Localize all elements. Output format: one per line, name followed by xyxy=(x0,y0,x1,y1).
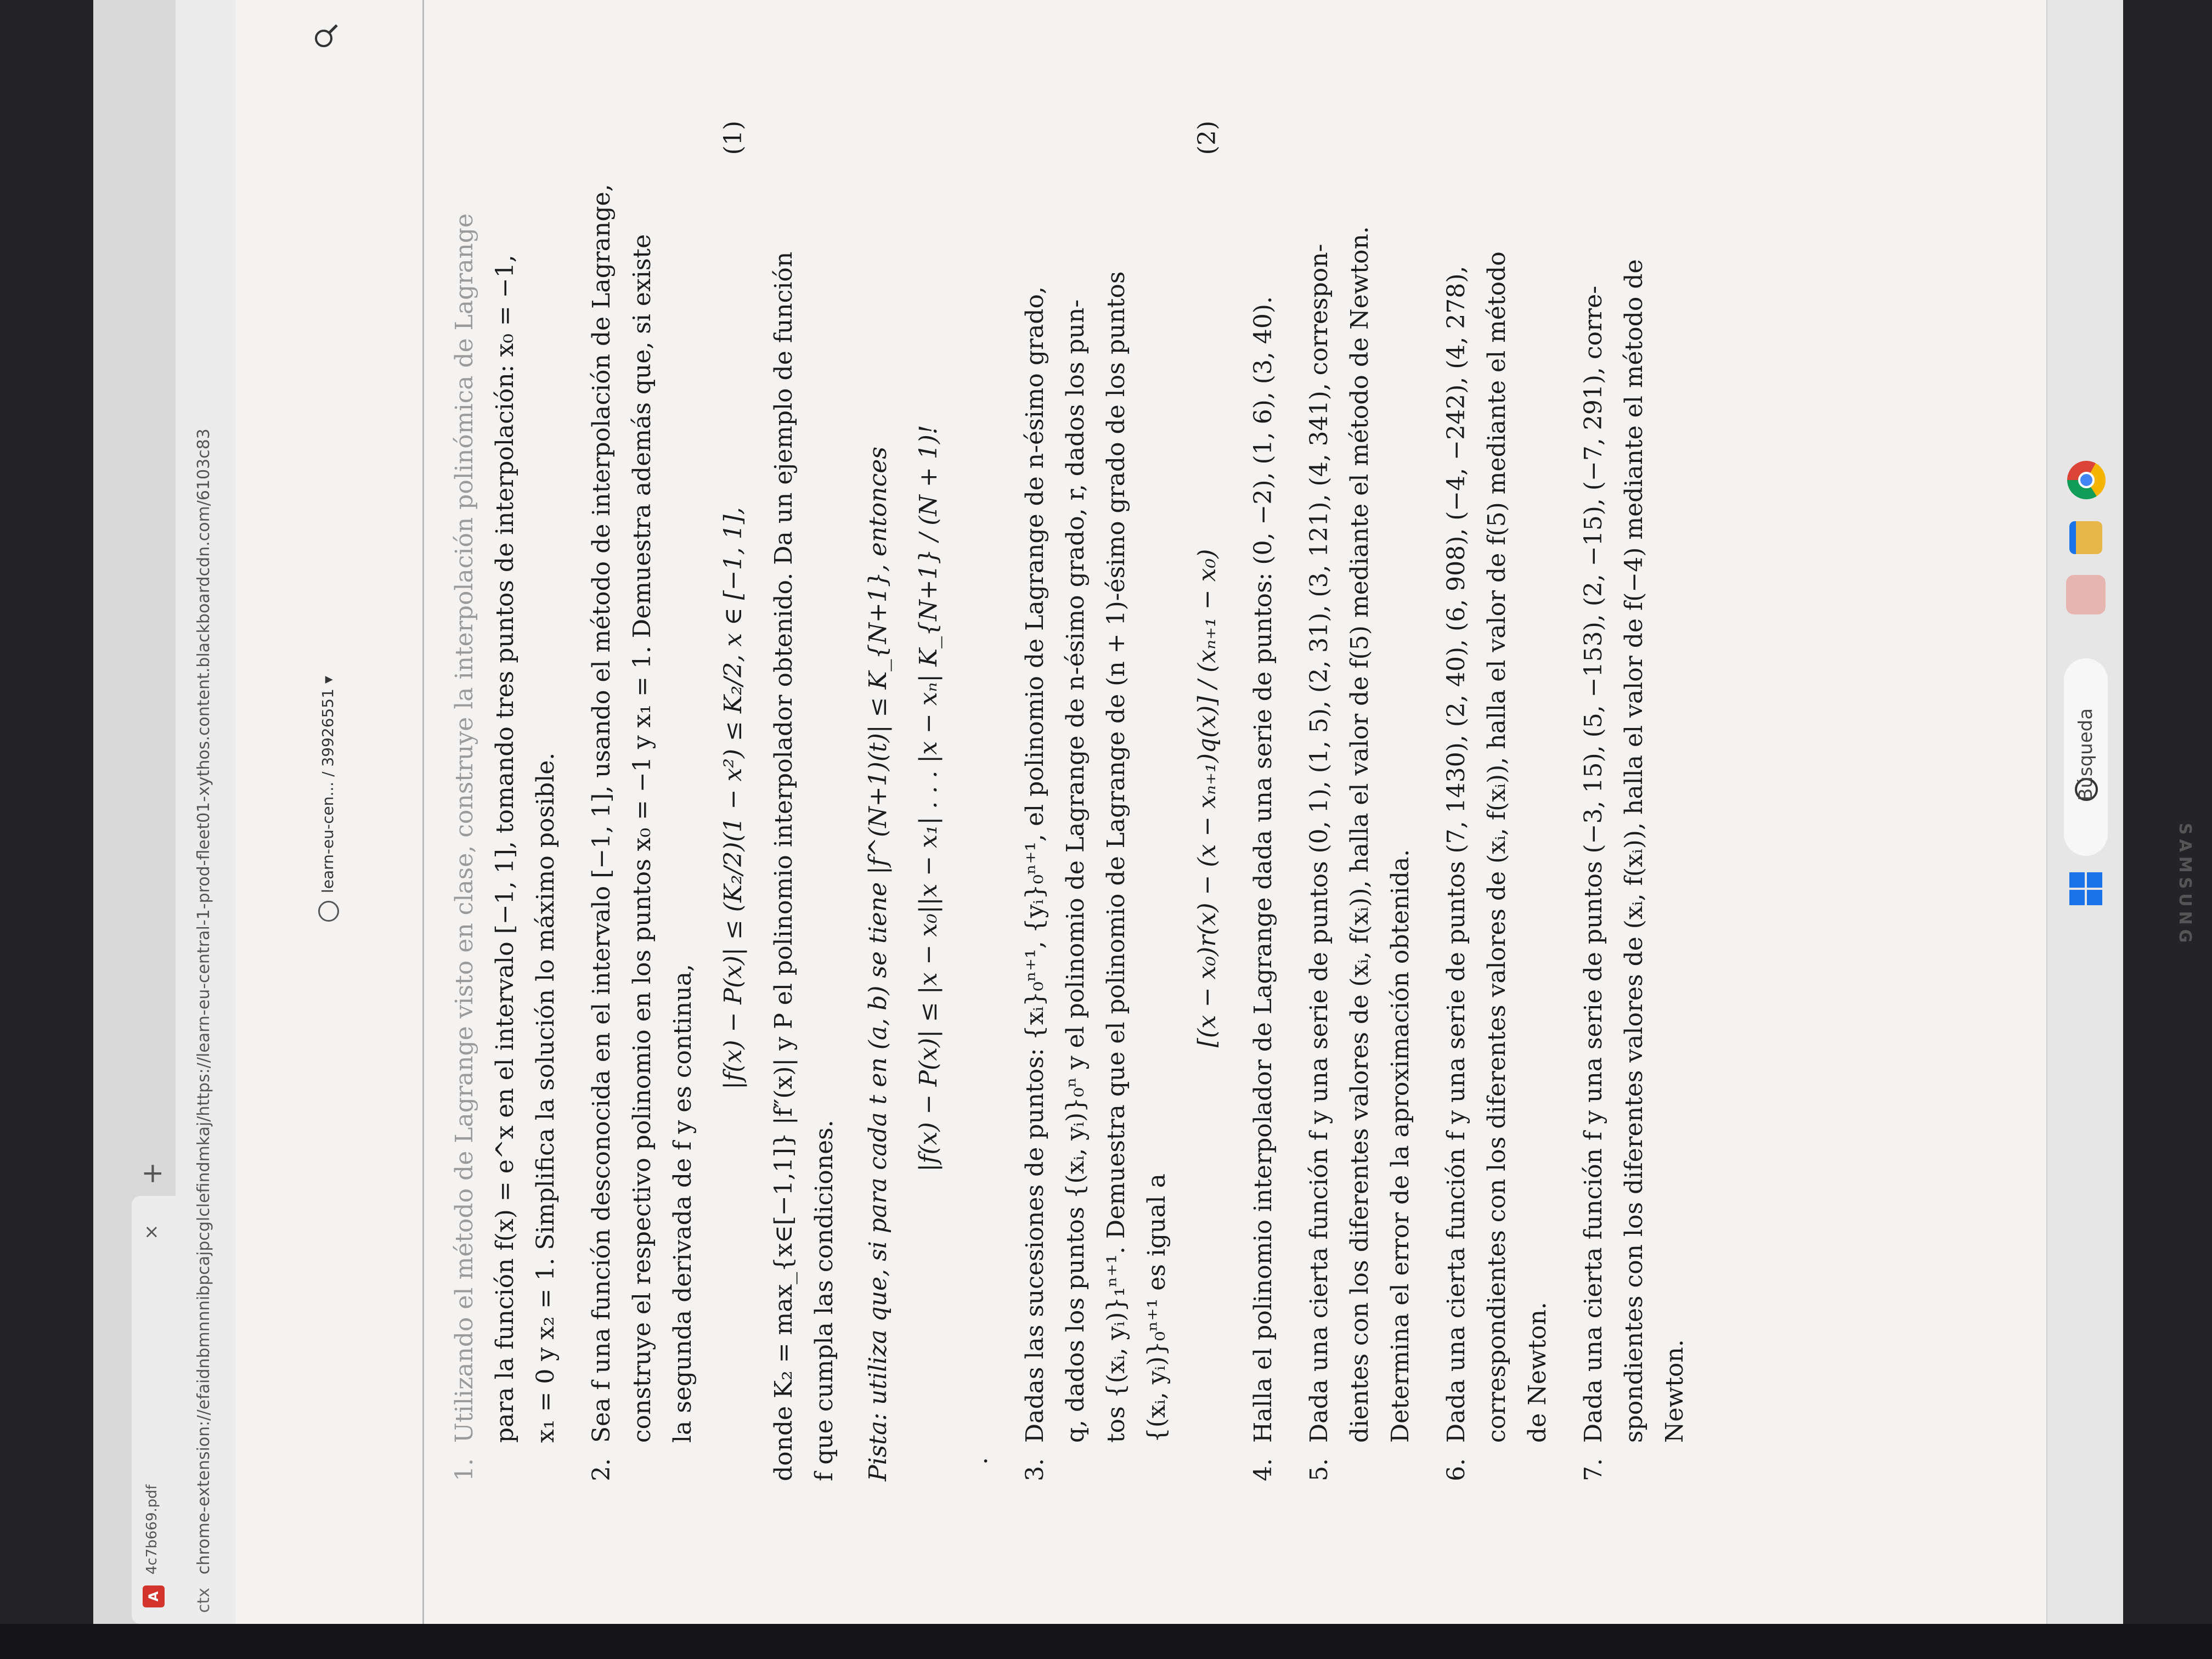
pdf-icon: A xyxy=(143,1585,165,1607)
problem-line: spondientes con los diferentes valores de (xᵢ, f(xᵢ)), halla el valor de f(−4) mediante el método de xyxy=(1620,259,1648,1443)
tab-title: 4c7b669.pdf xyxy=(144,1485,160,1575)
tab-bar xyxy=(93,0,176,1624)
problem-5 xyxy=(1299,154,1421,1481)
problem-3 xyxy=(1015,121,1228,1481)
tab-pdf[interactable] xyxy=(132,1196,176,1624)
taskbar xyxy=(2046,0,2123,1624)
problem-line: para la función f(x) = e^x en el intervalo [−1, 1], tomando tres puntos de interpolación: x₀ = −1, xyxy=(491,255,519,1443)
equation-2 xyxy=(1187,121,1228,1443)
bezel-bottom xyxy=(0,1624,2212,1659)
hint-equation xyxy=(909,154,949,1443)
problem-number: 3. xyxy=(1021,1458,1049,1481)
problem-line: tos {(xᵢ, yᵢ)}₁ⁿ⁺¹. Demuestra que el polinomio de Lagrange de (n + 1)-ésimo grado de los puntos xyxy=(1102,271,1130,1443)
problem-number: 2. xyxy=(588,1458,616,1481)
file-explorer-icon[interactable] xyxy=(2069,521,2102,554)
equation-text: |f(x) − P(x)| ≤ |x − x₀||x − x₁| . . . |x − xₙ| K_{N+1} / (N + 1)! xyxy=(915,425,943,1172)
equation-tag: (1) xyxy=(719,121,747,155)
problem-1 xyxy=(444,154,566,1481)
breadcrumb[interactable] xyxy=(318,676,339,922)
problem-line: q, dados los puntos {(xᵢ, yᵢ)}₀ⁿ y el polinomio de Lagrange de n-ésimo grado, r, dados los pun- xyxy=(1062,299,1090,1443)
equation-text: [(x − x₀)r(x) − (x − xₙ₊₁)q(x)] / (xₙ₊₁ − x₀) xyxy=(1193,549,1221,1048)
problem-number: 7. xyxy=(1579,1458,1607,1481)
taskbar-search[interactable] xyxy=(2064,658,2108,856)
problem-line: Dadas las sucesiones de puntos: {xᵢ}₀ⁿ⁺¹, {yᵢ}₀ⁿ⁺¹, el polinomio de Lagrange de n-ésimo grado, xyxy=(1021,286,1049,1443)
problem-line: la segunda derivada de f y es continua, xyxy=(669,964,697,1443)
windows-icon[interactable] xyxy=(2069,872,2102,905)
equation-tag: (2) xyxy=(1193,121,1221,155)
stray-dot: . xyxy=(965,1457,993,1465)
photos-app-icon[interactable] xyxy=(2066,575,2106,614)
problem-line: Sea f una función desconocida en el intervalo [−1, 1], usando el método de interpolación de Lagrange, xyxy=(588,184,616,1443)
equation-text: |f(x) − P(x)| ≤ (K₂/2)(1 − x²) ≤ K₂/2, x ∈ [−1, 1], xyxy=(719,507,747,1090)
rotated-display xyxy=(93,0,2123,1624)
problem-number: 4. xyxy=(1249,1458,1277,1481)
problem-line: construye el respectivo polinomio en los puntos x₀ = −1 y x₁ = 1. Demuestra además que, si existe xyxy=(628,234,656,1443)
breadcrumb-text: learn-eu-cen... / 39926551 xyxy=(319,689,337,893)
new-tab-button[interactable]: + xyxy=(136,1162,168,1185)
problem-6 xyxy=(1436,154,1558,1481)
problem-line: correspondientes con los diferentes valores de (xᵢ, f(xᵢ)), halla el valor de f(5) mediante el método xyxy=(1483,251,1511,1443)
problem-number: 6. xyxy=(1442,1458,1470,1481)
problem-line: dientes con los diferentes valores de (xᵢ, f(xᵢ)), halla el valor de f(5) mediante el método de Newton. xyxy=(1346,226,1374,1443)
problem-line: Utilizando el método de Lagrange visto en clase, construye la interpolación polinómica de Lagrange xyxy=(450,213,478,1443)
problem-line: x₁ = 0 y x₂ = 1. Simplifica la solución lo máximo posible. xyxy=(532,752,560,1443)
problem-line: Dada una cierta función f y una serie de puntos (7, 1430), (2, 40), (6, 908), (−4, −242), (4, 278), xyxy=(1442,266,1470,1443)
equation-1 xyxy=(713,121,754,1443)
hint-text: Pista: utiliza que, si para cada t en (a, b) se tiene |f^(N+1)(t)| ≤ K_{N+1}, entonces xyxy=(864,447,892,1481)
chevron-down-icon[interactable]: ▾ xyxy=(319,676,337,684)
url-text[interactable]: chrome-extension://efaidnbmnnnibpcajpcglclefindmkaj/https://learn-eu-central-1-prod-fleet01-xythos.content.blackboardcdn.com/6103c83 xyxy=(194,428,213,1575)
search-icon[interactable] xyxy=(313,22,340,49)
pdf-document xyxy=(444,121,1711,1481)
problem-7 xyxy=(1573,154,1695,1481)
chrome-icon[interactable] xyxy=(2067,461,2106,499)
problem-number: 5. xyxy=(1305,1458,1333,1481)
pdf-toolbar xyxy=(236,0,417,1624)
problem-line: Halla el polinomio interpolador de Lagrange dada una serie de puntos: (0, −2), (1, 6), (3, 40). xyxy=(1249,296,1277,1443)
screen xyxy=(93,0,2123,1624)
problem-line: Dada una cierta función f y una serie de puntos (−3, 15), (5, −153), (2, −15), (−7, 291), corre- xyxy=(1579,285,1607,1443)
problem-line: donde K₂ = max_{x∈[−1,1]} |f″(x)| y P el polinomio interpolador obtenido. Da un ejemplo de función xyxy=(770,251,798,1481)
close-icon[interactable]: × xyxy=(140,1224,162,1240)
site-info-icon[interactable]: ctx xyxy=(194,1587,213,1613)
problem-line: Newton. xyxy=(1661,1339,1689,1443)
brand-logo: SAMSUNG xyxy=(2175,823,2194,947)
globe-icon xyxy=(318,901,339,922)
problem-line: f que cumpla las condiciones. xyxy=(810,1120,838,1481)
problem-line: de Newton. xyxy=(1523,1302,1551,1443)
taskbar-search-label: Búsqueda xyxy=(2075,708,2097,801)
problem-line: Determina el error de la aproximación obtenida. xyxy=(1386,849,1414,1443)
problem-line: {(xᵢ, yᵢ)}₀ⁿ⁺¹ es igual a xyxy=(1143,1173,1171,1443)
problem-line: Dada una cierta función f y una serie de puntos (0, 1), (1, 5), (2, 31), (3, 121), (4, 341), correspon- xyxy=(1305,244,1333,1443)
problem-4 xyxy=(1243,154,1284,1481)
address-bar[interactable] xyxy=(176,0,237,1624)
problem-number: 1. xyxy=(450,1458,478,1481)
problem-2 xyxy=(582,121,1000,1481)
divider xyxy=(422,0,424,1624)
